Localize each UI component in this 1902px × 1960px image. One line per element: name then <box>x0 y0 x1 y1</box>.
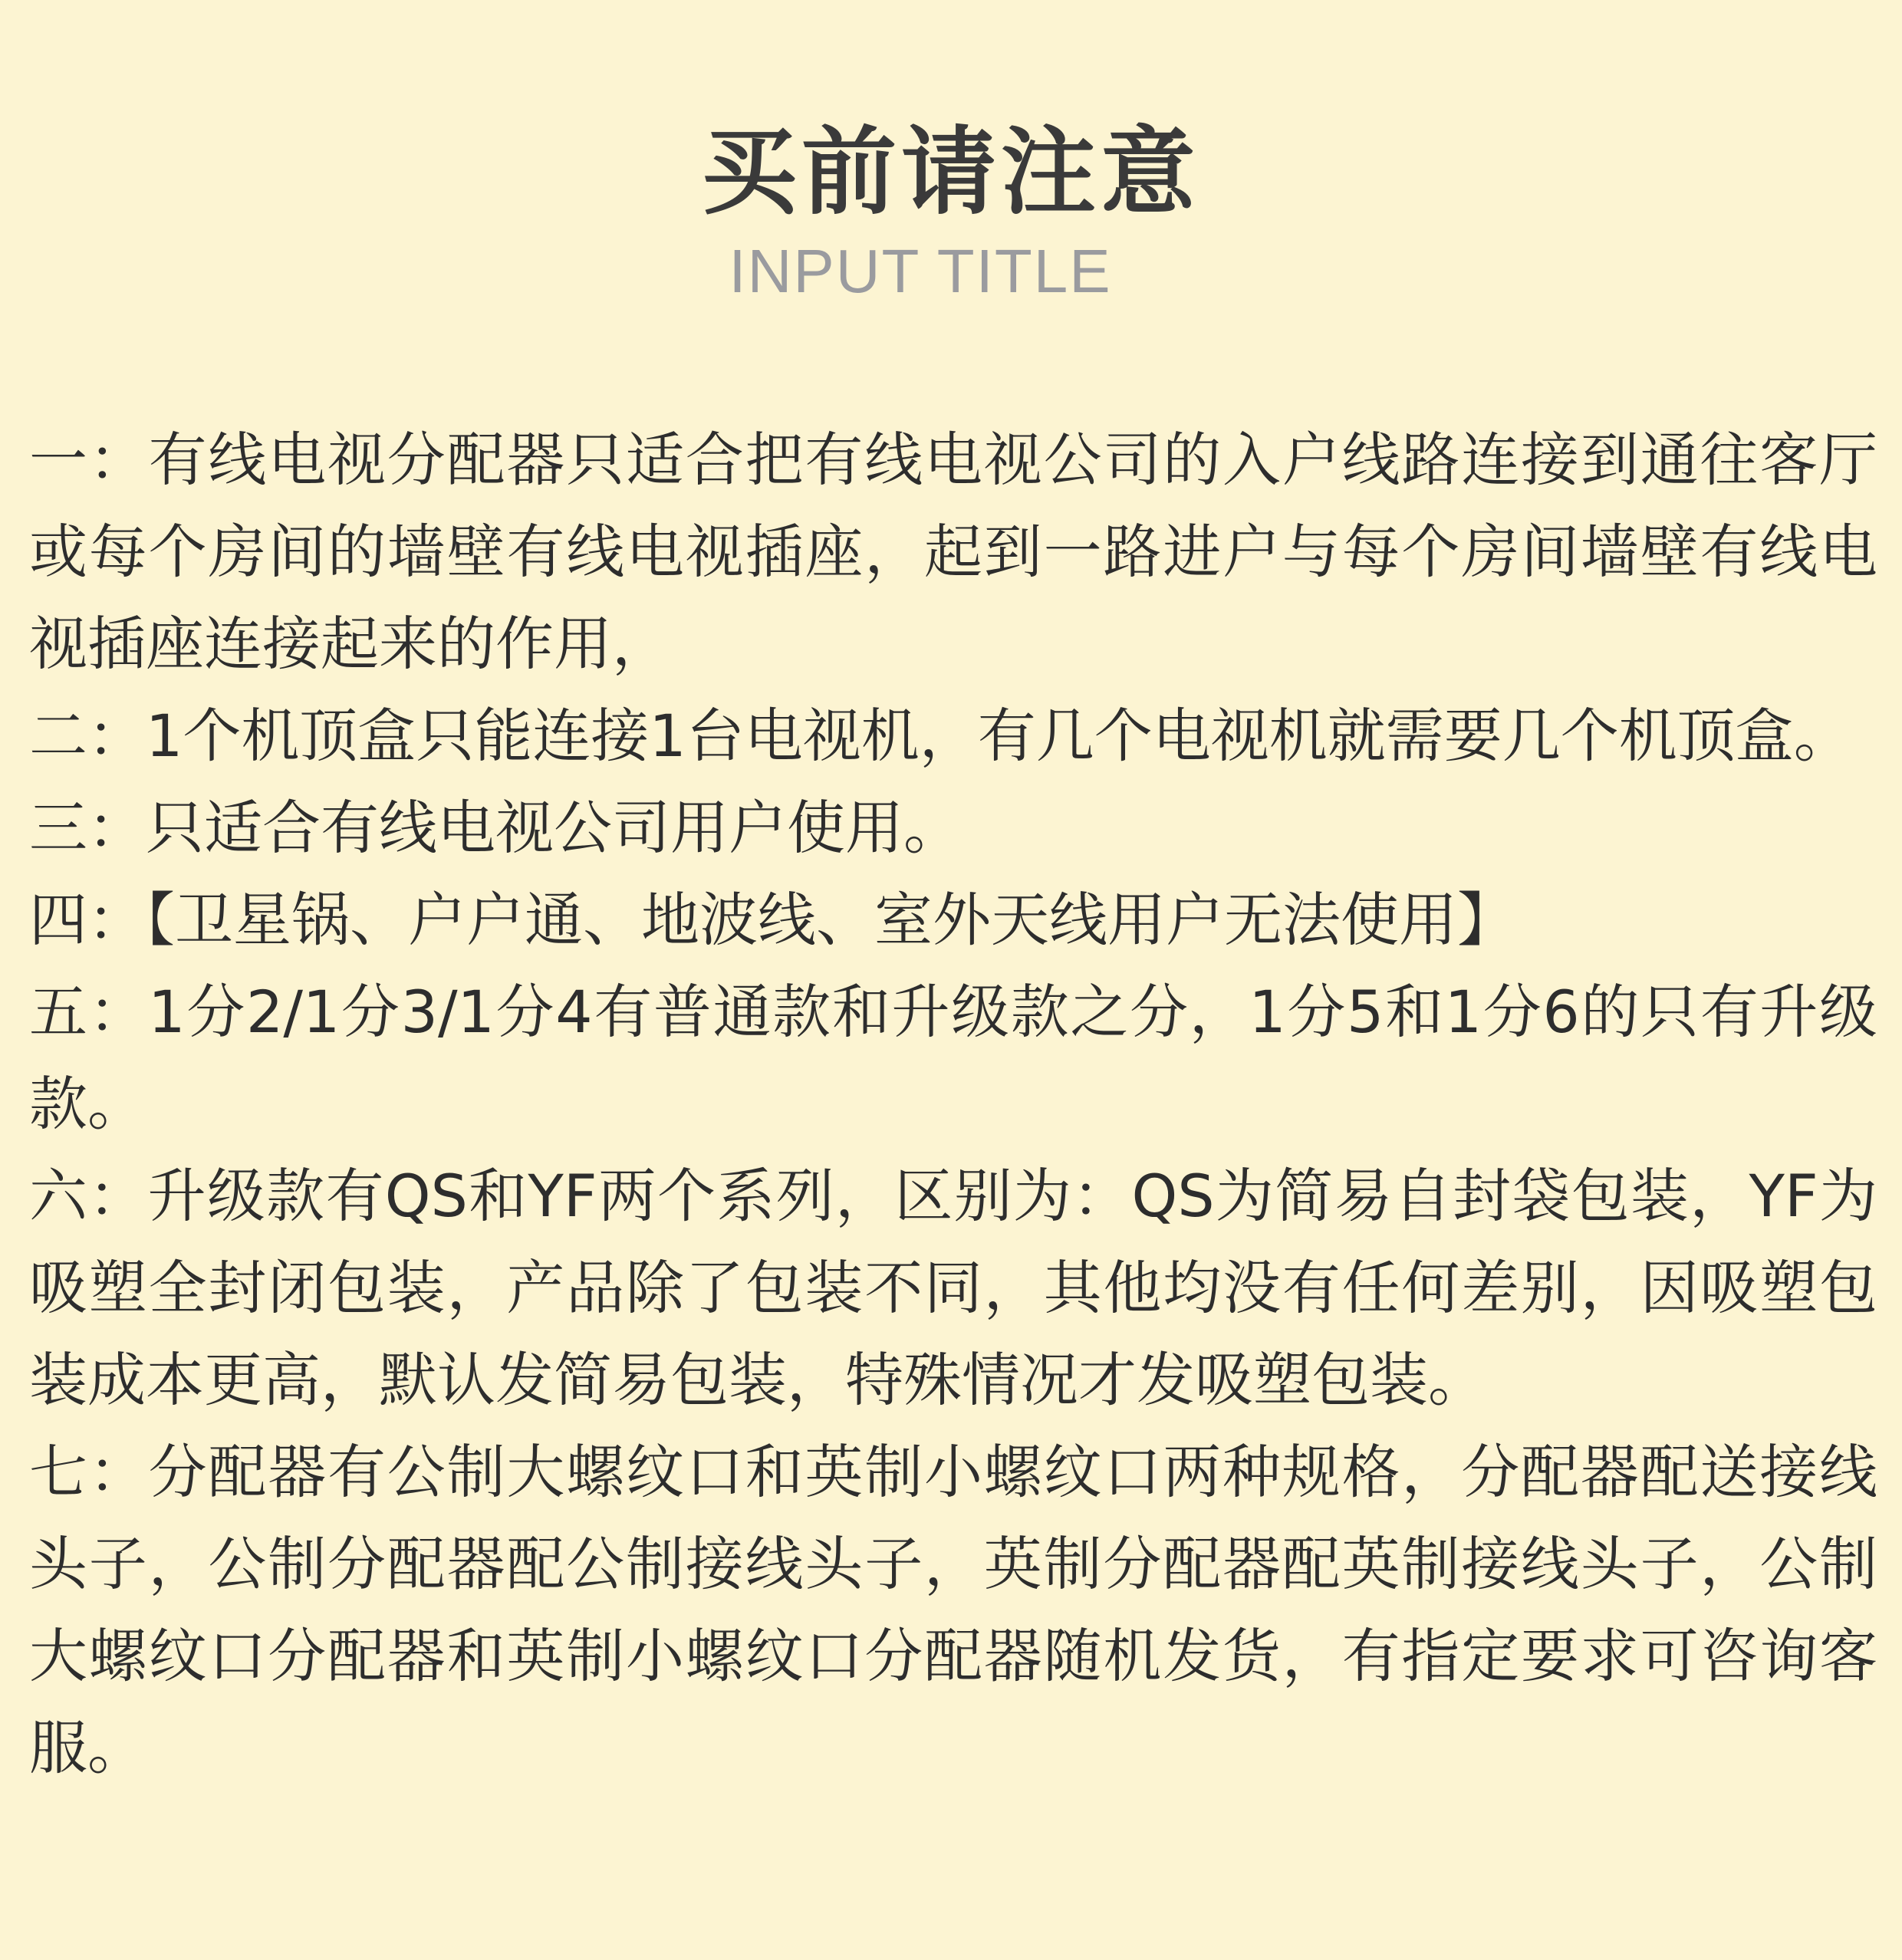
page-title: 买前请注意 <box>701 117 1200 228</box>
notice-item-1: 一：有线电视分配器只适合把有线电视公司的入户线路连接到通往客厅或每个房间的墙壁有线电视插座，起到一路进户与每个房间墙壁有线电视插座连接起来的作用， <box>29 426 1877 678</box>
page-subtitle: INPUT TITLE <box>729 237 1112 305</box>
notice-list <box>29 414 1877 1794</box>
notice-item-2: 二：1个机顶盒只能连接1台电视机，有几个电视机就需要几个机顶盒。 <box>29 702 1852 770</box>
notice-item-3: 三：只适合有线电视公司用户使用。 <box>29 794 962 862</box>
notice-item-6: 六：升级款有QS和YF两个系列，区别为：QS为简易自封袋包装，YF为吸塑全封闭包装，产品除了包装不同，其他均没有任何差别，因吸塑包装成本更高，默认发简易包装，特殊情况才发吸塑包装。 <box>29 1162 1877 1414</box>
notice-item-7: 七：分配器有公制大螺纹口和英制小螺纹口两种规格，分配器配送接线头子，公制分配器配公制接线头子，英制分配器配英制接线头子，公制大螺纹口分配器和英制小螺纹口分配器随机发货，有指定要求可咨询客服。 <box>29 1438 1877 1782</box>
notice-item-4: 四：【卫星锅、户户通、地波线、室外天线用户无法使用】 <box>29 886 1515 954</box>
notice-item-5: 五：1分2/1分3/1分4有普通款和升级款之分，1分5和1分6的只有升级款。 <box>29 978 1877 1138</box>
